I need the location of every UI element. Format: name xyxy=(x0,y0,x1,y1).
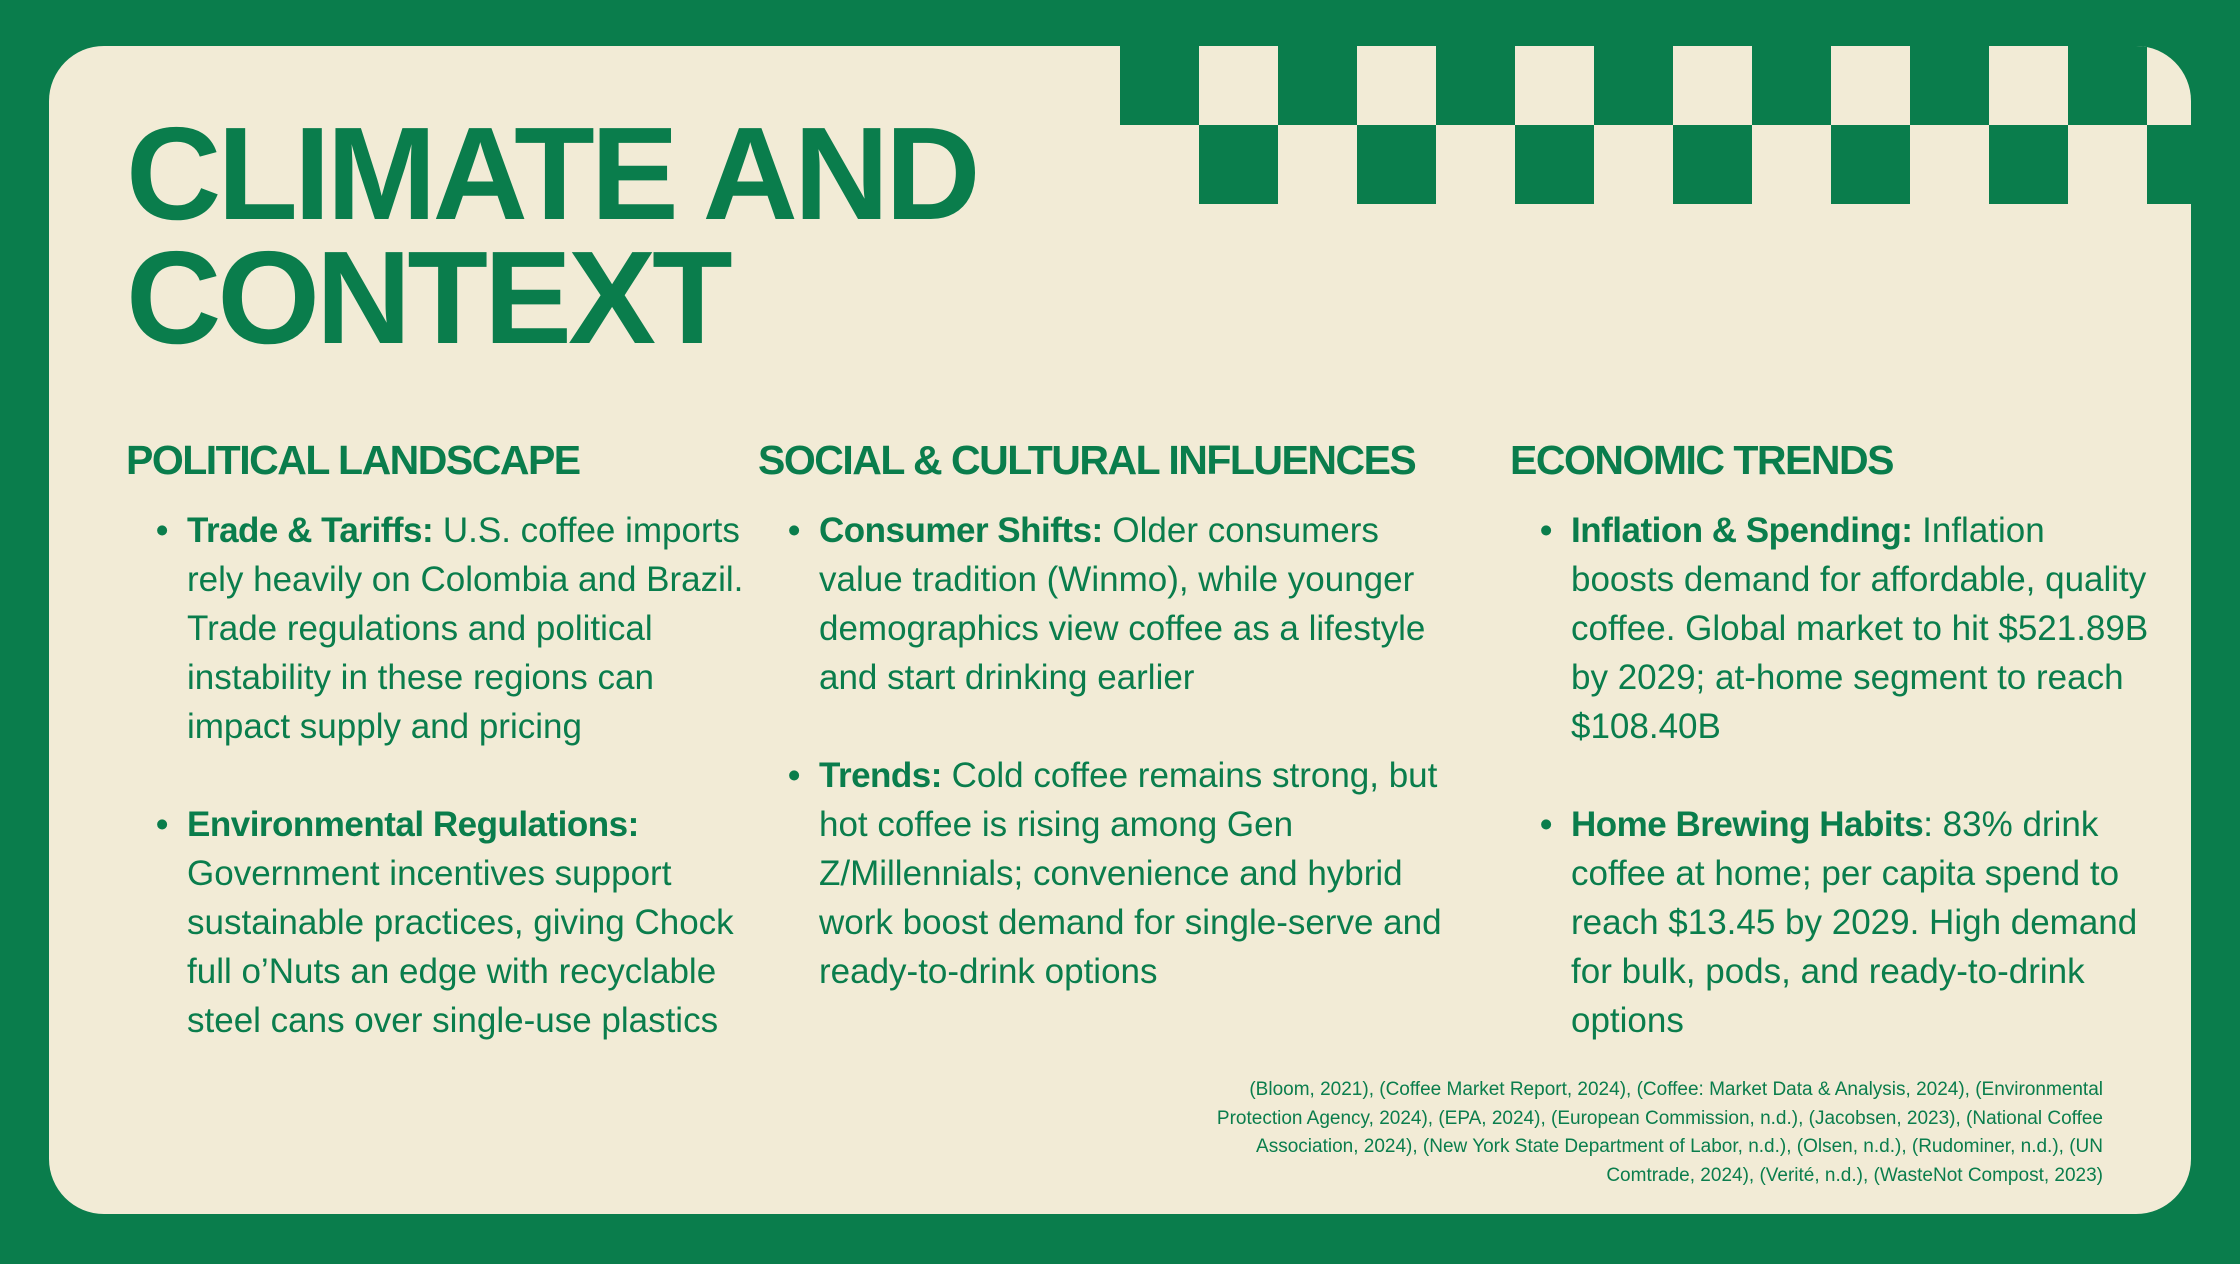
bullet-icon: • xyxy=(788,511,801,550)
item-text: : 83% drink coffee at home; per capita spend to reach $13.45 by 2029. High demand for bulk, pods, and ready-to-drink options xyxy=(1571,805,2138,1040)
title-line-2: CONTEXT xyxy=(126,224,729,371)
checker-square xyxy=(1199,125,1278,204)
bullet-icon: • xyxy=(788,756,801,795)
item-text: Inflation boosts demand for affordable, quality coffee. Global market to hit $521.89B by 2029; at-home segment to reach $108.40B xyxy=(1571,511,2149,746)
item-label: Inflation & Spending: xyxy=(1571,511,1913,550)
political-landscape-heading: POLITICAL LANDSCAPE xyxy=(126,437,580,483)
checkerboard-decoration xyxy=(1120,46,2191,203)
item-text: U.S. coffee imports rely heavily on Colombia and Brazil. Trade regulations and political instability in these regions can impact supply and pricing xyxy=(187,511,744,746)
political-landscape-list xyxy=(126,506,766,1045)
checker-square xyxy=(1752,46,1831,125)
bullet-icon: • xyxy=(1540,511,1553,550)
political-landscape-column xyxy=(126,436,766,1094)
social-cultural-heading: SOCIAL & CULTURAL INFLUENCES xyxy=(758,437,1416,483)
title-line-1: CLIMATE AND xyxy=(126,100,977,247)
item-text: Older consumers value tradition (Winmo), while younger demographics view coffee as a lifestyle and start drinking earlier xyxy=(819,511,1426,697)
checker-square xyxy=(1357,125,1436,204)
item-label: Home Brewing Habits xyxy=(1571,805,1924,844)
checker-square xyxy=(1910,46,1989,125)
bullet-icon: • xyxy=(156,805,169,844)
slide-card xyxy=(49,46,2191,1214)
list-item xyxy=(758,506,1448,702)
checker-square xyxy=(1278,46,1357,125)
checker-square xyxy=(2068,46,2147,125)
checker-square xyxy=(2147,125,2191,204)
checker-square xyxy=(1989,125,2068,204)
checker-square xyxy=(1673,125,1752,204)
list-item xyxy=(126,800,766,1045)
checker-square xyxy=(1594,46,1673,125)
slide-title xyxy=(126,100,977,371)
item-label: Consumer Shifts: xyxy=(819,511,1103,550)
list-item xyxy=(758,751,1448,996)
economic-trends-column xyxy=(1510,436,2150,1094)
item-label: Trends: xyxy=(819,756,942,795)
references-citation: (Bloom, 2021), (Coffee Market Report, 2024), (Coffee: Market Data & Analysis, 2024), (Environmental Protection Agency, 2024), (EPA, 2024), (European Commission, n.d.), (Jacobsen, 2023), (National Coffee Association, 2024), (New York State Department of Labor, n.d.), (Olsen, n.d.), (Rudominer, n.d.), (UN Comtrade, 2024), (Verité, n.d.), (WasteNot Compost, 2023) xyxy=(1216,1079,2103,1186)
checker-square xyxy=(1831,125,1910,204)
economic-trends-heading: ECONOMIC TRENDS xyxy=(1510,437,1893,483)
item-label: Environmental Regulations: xyxy=(187,805,639,844)
checker-square xyxy=(1436,46,1515,125)
item-label: Trade & Tariffs: xyxy=(187,511,434,550)
item-text: Government incentives support sustainable practices, giving Chock full o’Nuts an edge with recyclable steel cans over single-use plastics xyxy=(187,854,734,1040)
checker-square xyxy=(1120,46,1199,125)
list-item xyxy=(1510,506,2150,751)
list-item xyxy=(126,506,766,751)
checker-square xyxy=(1515,125,1594,204)
list-item xyxy=(1510,800,2150,1045)
bullet-icon: • xyxy=(156,511,169,550)
economic-trends-list xyxy=(1510,506,2150,1045)
social-cultural-column xyxy=(758,436,1448,1045)
item-text: Cold coffee remains strong, but hot coffee is rising among Gen Z/Millennials; convenience and hybrid work boost demand for single-serve and ready-to-drink options xyxy=(819,756,1442,991)
social-cultural-list xyxy=(758,506,1448,996)
bullet-icon: • xyxy=(1540,805,1553,844)
